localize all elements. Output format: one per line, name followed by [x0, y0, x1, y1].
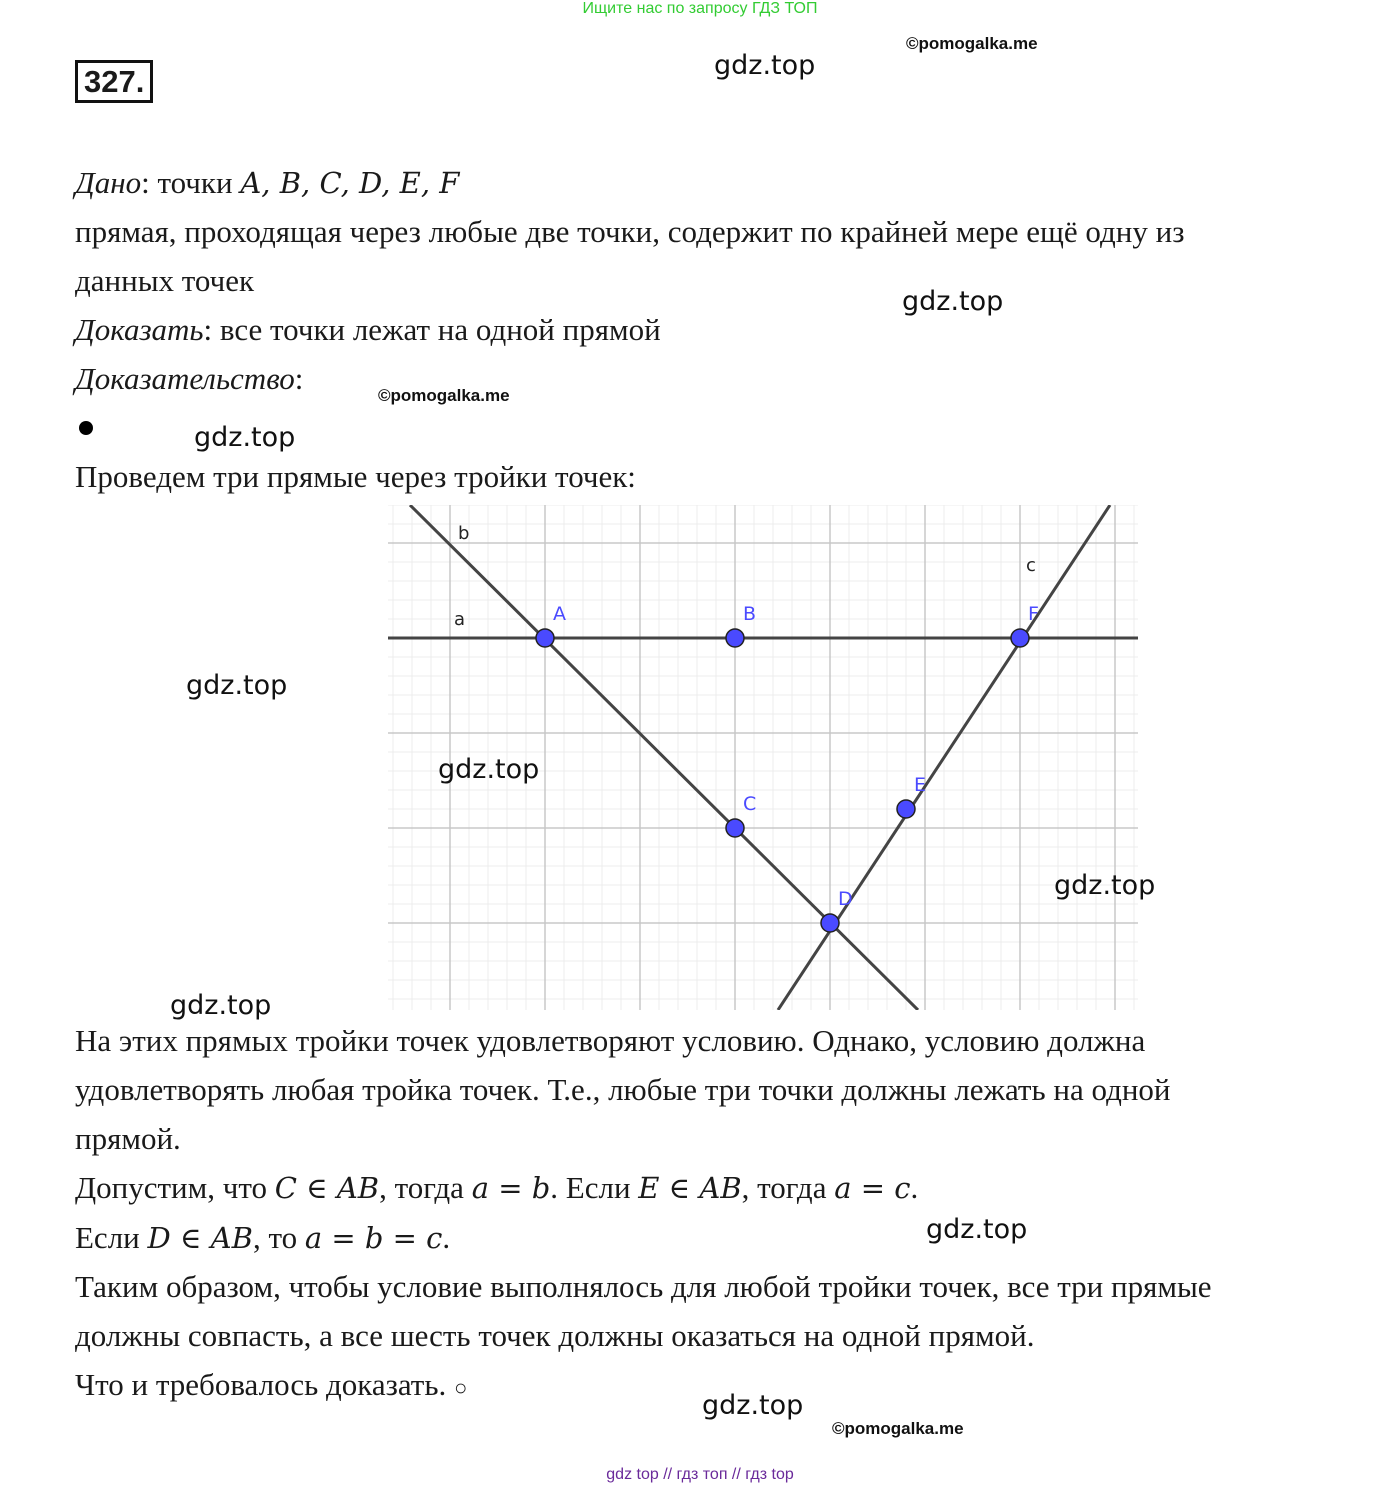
point-label-b: B	[743, 603, 757, 625]
qed-line	[75, 1365, 467, 1408]
condition-line-2: данных точек	[75, 263, 255, 298]
proof-label: Доказательство	[75, 361, 295, 396]
qed-symbol: ○	[454, 1375, 468, 1400]
prove-label: Доказать	[75, 312, 204, 347]
suppose-line: Допустим, что C ∈ AB, тогда a = b. Если E ∈ AB, тогда a = c.	[75, 1170, 919, 1205]
line-label-c: c	[1026, 555, 1036, 576]
point-label-a: A	[553, 603, 566, 625]
point-label-f: F	[1028, 603, 1039, 625]
footer-links[interactable]: gdz top // гдз топ // гдз top	[606, 1466, 794, 1483]
gdz-watermark: gdz.top	[186, 670, 288, 701]
gdz-watermark: gdz.top	[714, 50, 816, 81]
conclusion-line-1: Таким образом, чтобы условие выполнялось для любой тройки точек, все три прямые	[75, 1269, 1212, 1304]
given-label: Дано	[75, 165, 142, 200]
prove-text: : все точки лежат на одной прямой	[203, 312, 661, 347]
point-label-c: C	[743, 793, 757, 815]
gdz-watermark: gdz.top	[902, 286, 1004, 317]
search-hint-link[interactable]: Ищите нас по запросу ГДЗ ТОП	[582, 0, 818, 17]
point-f	[1011, 629, 1029, 647]
given-points: A, B, C, D, E, F	[240, 166, 460, 200]
point-label-d: D	[838, 888, 853, 910]
copyright-watermark: ©pomogalka.me	[832, 1419, 964, 1438]
copyright-watermark: ©pomogalka.me	[906, 34, 1038, 53]
draw-lines-text: Проведем три прямые через тройки точек:	[75, 459, 636, 494]
copyright-watermark: ©pomogalka.me	[378, 386, 510, 405]
line-label-b: b	[458, 523, 470, 544]
gdz-watermark: gdz.top	[170, 990, 272, 1021]
point-a	[536, 629, 554, 647]
given-text: : точки	[141, 165, 241, 200]
if-line: Если D ∈ AB, то a = b = c.	[75, 1220, 451, 1255]
gdz-watermark: gdz.top	[702, 1390, 804, 1421]
paragraph-1-line-3: прямой.	[75, 1121, 181, 1156]
line-label-a: a	[454, 609, 466, 630]
condition-line-1: прямая, проходящая через любые две точки, содержит по крайней мере ещё одну из	[75, 214, 1185, 249]
point-c	[726, 819, 744, 837]
given-line	[75, 163, 459, 203]
qed-text: Что и требовалось доказать.	[75, 1367, 447, 1402]
point-e	[897, 800, 915, 818]
gdz-watermark: gdz.top	[1054, 870, 1156, 901]
bullet-point	[79, 421, 93, 435]
gdz-watermark: gdz.top	[194, 422, 296, 453]
proof-colon: :	[294, 361, 304, 396]
paragraph-1-line-2: удовлетворять любая тройка точек. Т.е., любые три точки должны лежать на одной	[75, 1072, 1171, 1107]
point-b	[726, 629, 744, 647]
paragraph-1-line-1: На этих прямых тройки точек удовлетворяют условию. Однако, условию должна	[75, 1023, 1146, 1058]
prove-line	[75, 310, 661, 350]
gdz-watermark: gdz.top	[926, 1214, 1028, 1245]
gdz-watermark: gdz.top	[438, 754, 540, 785]
point-d	[821, 914, 839, 932]
problem-number: 327.	[75, 60, 153, 103]
proof-heading	[75, 359, 303, 399]
point-label-e: E	[914, 774, 927, 796]
conclusion-line-2: должны совпасть, а все шесть точек должны оказаться на одной прямой.	[75, 1318, 1035, 1353]
